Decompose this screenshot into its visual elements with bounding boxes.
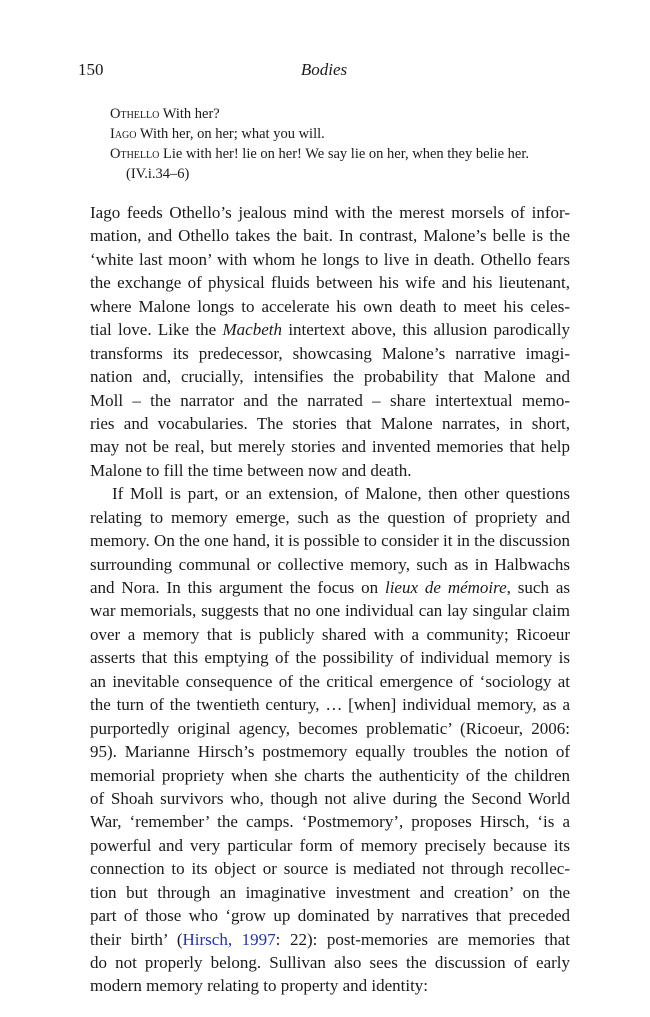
page-header [78, 60, 570, 84]
text-line: mation, and Othello takes the bait. In contrast, Malone’s belle is the [90, 226, 570, 246]
text-line: over a memory that is publicly shared with a community; Ricoeur [90, 624, 570, 644]
text-line: asserts that this emptying of the possibility of individual memory is [90, 648, 570, 668]
page-number: 150 [78, 60, 104, 79]
text-line: powerful and very particular form of memory precisely because its [90, 835, 570, 855]
text-line: ries and vocabularies. The stories that Malone narrates, in short, [90, 413, 570, 433]
text-line: do not properly belong. Sullivan also sees the discussion of early [90, 953, 570, 972]
text-line: connection to its object or source is mediated not through recollec- [90, 859, 570, 879]
italic-term: lieux de mémoire [384, 578, 507, 597]
text-span: , such as [506, 578, 570, 597]
paragraph [90, 482, 570, 998]
block-quote [110, 104, 560, 184]
text-line: relating to memory emerge, such as the question of propriety and [90, 507, 570, 527]
text-span: and Nora. In this argument the focus on [90, 578, 385, 597]
quote-line [110, 144, 560, 184]
text-line: 95). Marianne Hirsch’s postmemory equally troubles the notion of [90, 742, 570, 762]
text-line [90, 928, 570, 951]
text-line: Moll – the narrator and the narrated – share intertextual memo- [90, 390, 570, 410]
text-line [90, 318, 570, 341]
text-line: the exchange of physical fluids between his wife and his lieutenant, [90, 273, 570, 293]
text-line: modern memory relating to property and identity: [90, 976, 429, 996]
text-line: memory. On the one hand, it is possible to consider it in the discussion [90, 531, 571, 551]
text-line: nation and, crucially, intensifies the probability that Malone and [90, 367, 570, 387]
text-line: transforms its predecessor, showcasing Malone’s narrative imagi- [90, 343, 570, 363]
paragraph [90, 201, 570, 482]
text-line: War, ‘remember’ the camps. ‘Postmemory’, proposes Hirsch, ‘is a [90, 812, 570, 832]
quote-line [110, 104, 560, 124]
text-line: where Malone longs to accelerate his own death to meet his celes- [90, 296, 570, 316]
text-line: Malone to fill the time between now and death. [90, 460, 412, 480]
quote-text: With her, on her; what you will. [136, 126, 325, 142]
text-line [90, 576, 570, 599]
running-title: Bodies [300, 60, 348, 79]
text-line: If Moll is part, or an extension, of Malone, then other questions [112, 484, 570, 504]
quote-text: With her? [159, 106, 220, 122]
italic-title: Macbeth [222, 320, 282, 340]
text-line: may not be real, but merely stories and invented memories that help [90, 437, 570, 457]
text-line: part of those who ‘grow up dominated by narratives that preceded [90, 906, 570, 926]
body-text [90, 201, 570, 998]
text-line: purportedly original agency, becomes problematic’ (Ricoeur, 2006: [90, 718, 570, 738]
quote-line [110, 124, 560, 144]
speaker-name: Othello [110, 106, 160, 122]
text-line: of Shoah survivors who, though not alive during the Second World [90, 788, 570, 808]
citation-link[interactable]: Hirsch, 1997 [182, 929, 276, 949]
speaker-name: Othello [110, 146, 160, 162]
text-line: surrounding communal or collective memory, such as in Halbwachs [90, 554, 570, 574]
text-span: tial love. Like the [90, 320, 223, 340]
text-line: Iago feeds Othello’s jealous mind with the merest morsels of infor- [90, 203, 570, 222]
speaker-name: Iago [110, 126, 137, 142]
text-line: ‘white last moon’ with whom he longs to live in death. Othello fears [90, 249, 570, 269]
text-line: war memorials, suggests that no one individual can lay singular claim [90, 601, 570, 621]
text-line: the turn of the twentieth century, … [when] individual memory, as a [90, 695, 570, 715]
quote-text: Lie with her! lie on her! We say lie on her, when they belie her. (IV.i.34–6) [126, 146, 529, 182]
text-line: memorial propriety when she charts the authenticity of the children [90, 765, 570, 785]
text-line: tion but through an imaginative investment and creation’ on the [90, 882, 570, 902]
text-span: their birth’ ( [90, 929, 183, 949]
text-span: : 22): post-memories are memories that [275, 929, 570, 949]
text-line: an inevitable consequence of the critical emergence of ‘sociology at [90, 671, 570, 691]
text-span: intertext above, this allusion parodically [281, 320, 570, 340]
